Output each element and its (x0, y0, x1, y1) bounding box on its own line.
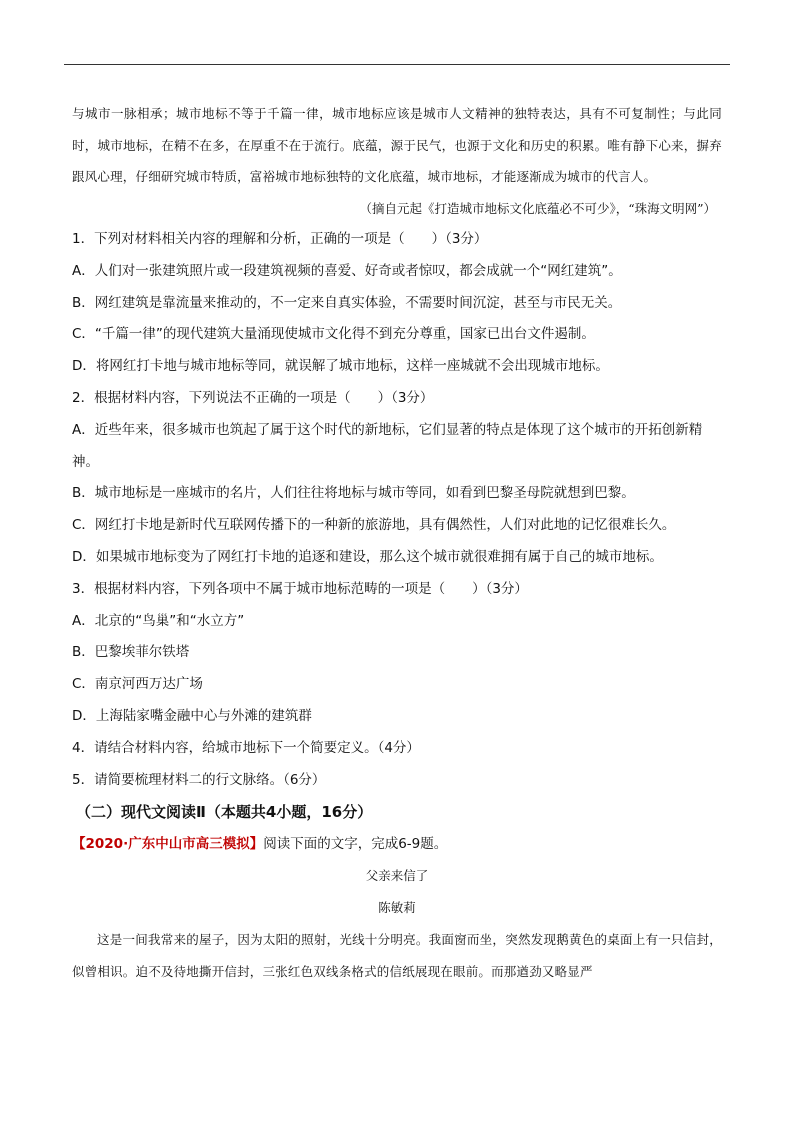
question-3: 3．根据材料内容，下列各项中不属于城市地标范畴的一项是（ ）（3分） (72, 580, 528, 597)
question-2: 2．根据材料内容，下列说法不正确的一项是（ ）（3分） (72, 389, 434, 406)
question-2-option-b: B．城市地标是一座城市的名片，人们往往将地标与城市等同，如看到巴黎圣母院就想到巴黎。 (72, 485, 635, 502)
question-2-option-c: C．网红打卡地是新时代互联网传播下的一种新的旅游地，具有偶然性，人们对此地的记忆很难长久。 (72, 517, 676, 534)
question-3-option-d: D．上海陆家嘴金融中心与外滩的建筑群 (72, 707, 312, 724)
question-3-option-c: C．南京河西万达广场 (72, 676, 203, 693)
question-1-option-b: B．网红建筑是靠流量来推动的，不一定来自真实体验，不需要时间沉淀，甚至与市民无关。 (72, 294, 622, 311)
passage-excerpt (72, 98, 722, 193)
question-4: 4．请结合材料内容，给城市地标下一个简要定义。（4分） (72, 739, 420, 756)
story-body (72, 924, 722, 987)
source-tag: 【2020·广东中山市高三模拟】 (72, 836, 264, 853)
question-5: 5．请简要梳理材料二的行文脉络。（6分） (72, 771, 326, 788)
question-3-option-b: B．巴黎埃菲尔铁塔 (72, 644, 190, 661)
intro-text: 阅读下面的文字，完成6-9题。 (263, 836, 448, 853)
story-title: 父亲来信了 (365, 868, 429, 884)
header-rule (64, 64, 730, 65)
section-title: （二）现代文阅读Ⅱ（本题共4小题，16分） (76, 803, 373, 822)
question-3-option-a: A．北京的“鸟巢”和“水立方” (72, 612, 245, 629)
story-author: 陈敏莉 (378, 900, 416, 916)
question-1-option-a: A．人们对一张建筑照片或一段建筑视频的喜爱、好奇或者惊叹，都会成就一个“网红建筑”。 (72, 262, 622, 279)
question-1-option-d: D．将网红打卡地与城市地标等同，就误解了城市地标，这样一座城就不会出现城市地标。 (72, 358, 609, 375)
passage-source: （摘自元起《打造城市地标文化底蕴必不可少》，“珠海文明网”） (359, 200, 716, 216)
passage-paragraph: 与城市一脉相承；城市地标不等于千篇一律，城市地标应该是城市人文精神的独特表达，具有不可复制性；与此同时，城市地标，在精不在多，在厚重不在于流行。底蕴，源于民气，也源于文化和历史的积累。唯有静下心来，摒弃跟风心理，仔细研究城市特质，富裕城市地标独特的文化底蕴，城市地标，才能逐渐成为城市的代言人。 (72, 106, 722, 184)
reading-intro (72, 828, 722, 860)
question-2-option-a: A．近些年来，很多城市也筑起了属于这个时代的新地标，它们显著的特点是体现了这个城市的开拓创新精神。 (72, 421, 703, 470)
story-paragraph: 这是一间我常来的屋子，因为太阳的照射，光线十分明亮。我面窗而坐，突然发现鹅黄色的桌面上有一只信封，似曾相识。迫不及待地撕开信封，三张红色双线条格式的信纸展现在眼前。而那遒劲又略显严 (72, 932, 722, 979)
question-2-option-d: D．如果城市地标变为了网红打卡地的追逐和建设，那么这个城市就很难拥有属于自己的城市地标。 (72, 548, 663, 565)
question-1: 1．下列对材料相关内容的理解和分析，正确的一项是（ ）（3分） (72, 231, 488, 247)
page-content (72, 98, 722, 987)
question-1-option-c: C．“千篇一律”的现代建筑大量涌现使城市文化得不到充分尊重，国家已出台文件遏制。 (72, 326, 595, 343)
question-list (72, 224, 722, 796)
